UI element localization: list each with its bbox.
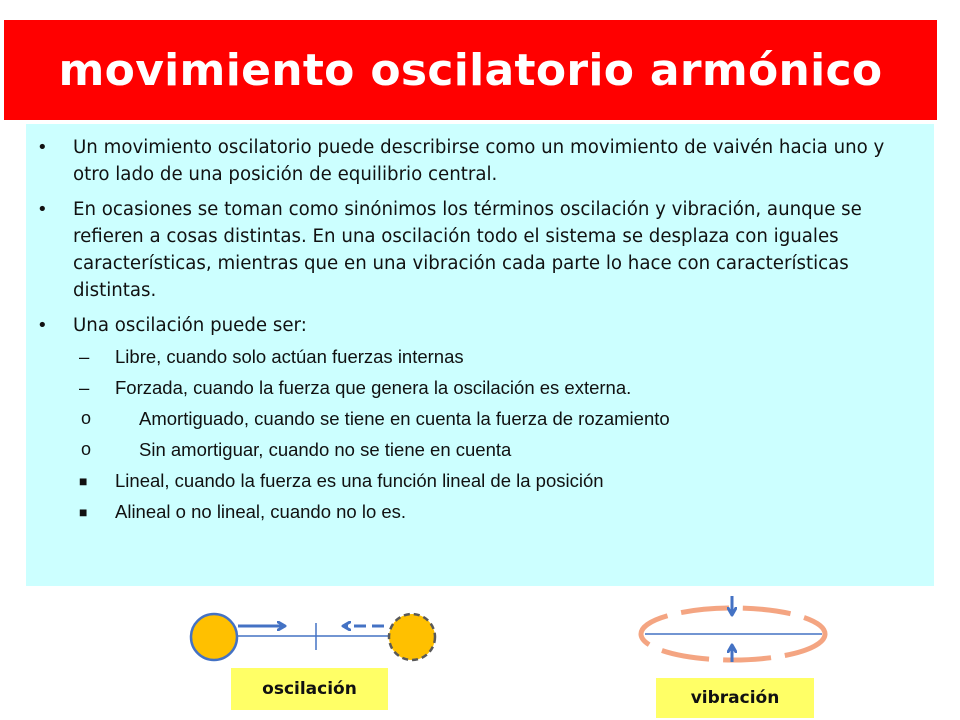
circle-marker: o [81,408,92,428]
sub-item-circle [26,403,926,434]
bullet-list [26,134,926,527]
ball-solid-icon [191,614,237,660]
slide-title: movimiento oscilatorio armónico [58,44,883,96]
bullet-marker: • [37,315,48,336]
bullet-item [26,196,926,304]
sub-item-square [26,496,926,527]
ball-dashed-icon [389,614,435,660]
sub-item-square [26,465,926,496]
content-box [26,124,934,586]
sub-item-text: Alineal o no lineal, cuando no lo es. [115,501,407,522]
sub-item-text: Forzada, cuando la fuerza que genera la oscilación es externa. [115,377,632,398]
sub-item-dash [26,372,926,403]
bullet-marker: • [37,137,48,158]
sub-item-text: Lineal, cuando la fuerza es una función lineal de la posición [115,470,604,491]
bullet-item [26,134,926,188]
dash-marker: – [79,377,90,398]
sub-item-dash [26,341,926,372]
sub-item-text: Sin amortiguar, cuando no se tiene en cuenta [139,439,512,460]
title-bar [4,20,937,120]
square-marker: ■ [79,504,88,520]
vibration-label: vibración [656,678,814,718]
sub-item-circle [26,434,926,465]
bullet-text: En ocasiones se toman como sinónimos los términos oscilación y vibración, aunque se refieren a cosas distintas. En una oscilación todo el sistema se desplaza con iguales características, mientras que en una vibración cada parte lo hace con características distintas. [73,199,862,301]
circle-marker: o [81,439,92,459]
bullet-item [26,312,926,339]
dash-marker: – [79,346,90,367]
bullet-marker: • [37,199,48,220]
diagram [0,590,960,720]
sub-item-text: Libre, cuando solo actúan fuerzas internas [115,346,464,367]
oscillation-label: oscilación [231,668,388,710]
sub-item-text: Amortiguado, cuando se tiene en cuenta la fuerza de rozamiento [139,408,670,429]
square-marker: ■ [79,473,88,489]
bullet-text: Un movimiento oscilatorio puede describirse como un movimiento de vaivén hacia uno y otro lado de una posición de equilibrio central. [73,137,885,185]
bullet-text: Una oscilación puede ser: [73,315,307,336]
